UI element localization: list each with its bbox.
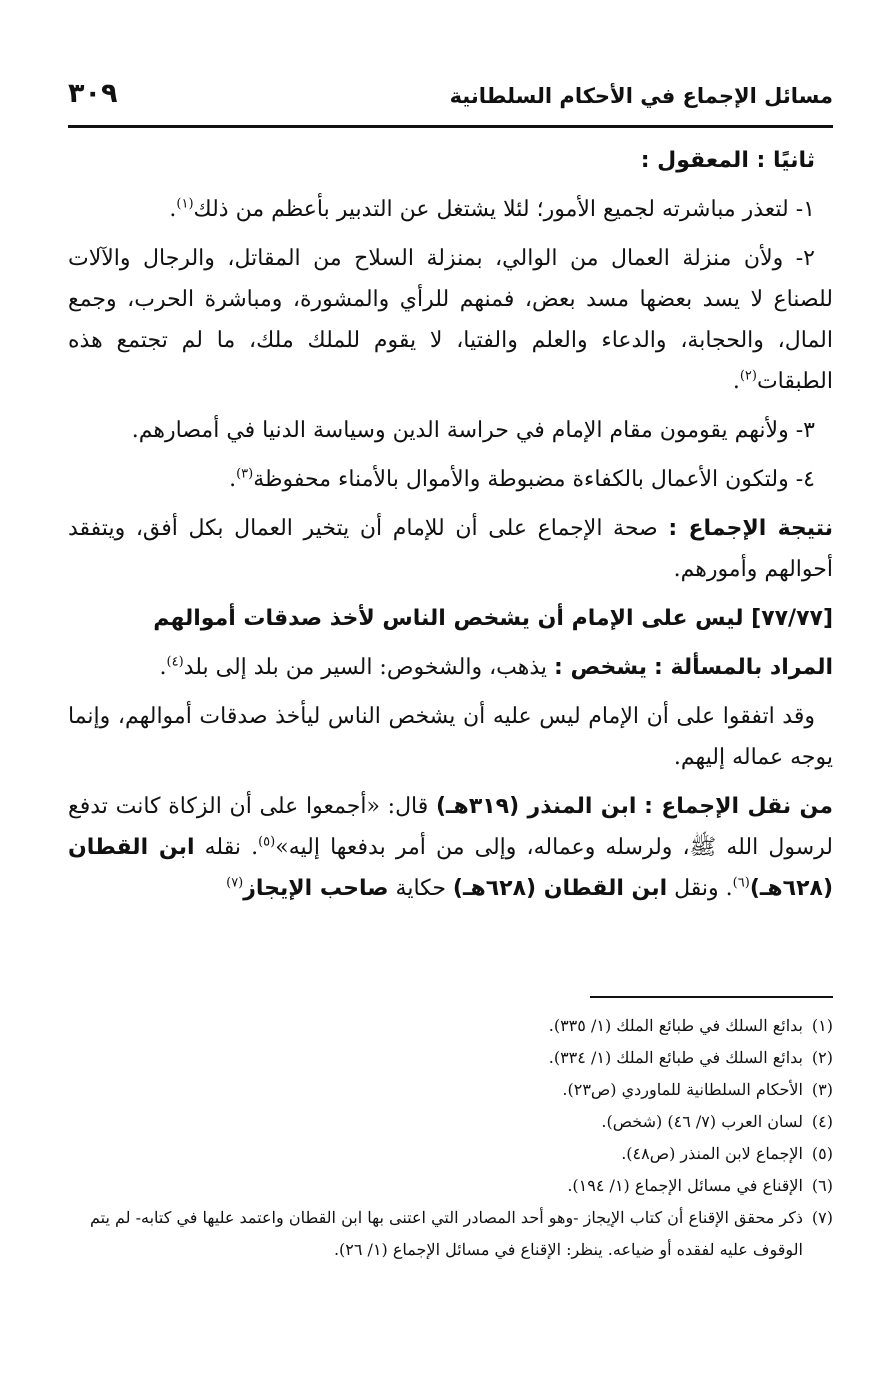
- footnotes: [68, 1010, 833, 1266]
- main-text: [68, 140, 833, 917]
- footnote-item: (٣)الأحكام السلطانية للماوردي (ص٢٣).: [562, 1080, 833, 1099]
- issue-heading: [٧٧/٧٧] ليس على الإمام أن يشخص الناس لأخذ صدقات أموالهم: [153, 606, 833, 631]
- paragraph-1: ١- لتعذر مباشرته لجميع الأمور؛ لئلا يشتغل عن التدبير بأعظم من ذلك$^{(١)}$.: [169, 196, 815, 222]
- footnote-ref: (٢): [739, 368, 757, 384]
- paragraph-4: ٤- ولتكون الأعمال بالكفاءة مضبوطة والأموال بالأمناء محفوظة$^{(٣)}$.: [229, 466, 815, 492]
- footnote-ref: (٤): [166, 654, 184, 670]
- paragraph-2: ٢- ولأن منزلة العمال من الوالي، بمنزلة السلاح من المقاتل، والرجال والآلات للصناع لا يسد بعضها مسد بعض، فمنهم للرأي والمشورة، ومباشرة الحرب، وجمع المال، والحجابة، والدعاء والعلم والفتيا، لا يقوم للملك ملك، ما لم تجتمع هذه الطبقات$^{(٢)}$.: [68, 246, 833, 394]
- footnote-item: (١)بدائع السلك في طبائع الملك (١/ ٣٣٥).: [548, 1016, 833, 1035]
- footnote-ref: (٣): [236, 466, 254, 482]
- footnote-item: (٤)لسان العرب (٧/ ٤٦) (شخص).: [601, 1112, 833, 1131]
- footnote-item: (٢)بدائع السلك في طبائع الملك (١/ ٣٣٤).: [548, 1048, 833, 1067]
- result-paragraph: نتيجة الإجماع : صحة الإجماع على أن للإمام أن يتخير العمال بكل أفق، ويتفقد أحوالهم وأمورهم.: [68, 516, 834, 582]
- running-header: [68, 78, 833, 128]
- transmission-paragraph: من نقل الإجماع : ابن المنذر (٣١٩هـ) قال: «أجمعوا على أن الزكاة كانت تدفع لرسول الله ﷺ، ولرسله وعماله، وإلى من أمر بدفعها إليه»$^{(٥)}$. نقله ابن القطان (٦٢٨هـ)$^{(٦)}$. ونقل ابن القطان (٦٢٨هـ) حكاية صاحب الإيجاز$^{(٧)}$: [68, 794, 833, 901]
- footnote-separator: [590, 996, 833, 998]
- header-rule: [68, 125, 833, 128]
- paragraph-3: ٣- ولأنهم يقومون مقام الإمام في حراسة الدين وسياسة الدنيا في أمصارهم.: [131, 418, 815, 443]
- section-heading: ثانيًا : المعقول :: [640, 148, 815, 173]
- result-label: نتيجة الإجماع :: [668, 516, 834, 541]
- meaning-paragraph: المراد بالمسألة : يشخص : يذهب، والشخوص: السير من بلد إلى بلد$^{(٤)}$.: [159, 654, 833, 680]
- header-title: مسائل الإجماع في الأحكام السلطانية: [449, 84, 833, 108]
- footnote-item: (٦)الإقناع في مسائل الإجماع (١/ ١٩٤).: [567, 1176, 833, 1195]
- footnote-item: (٧)ذكر محقق الإقناع أن كتاب الإيجاز -وهو أحد المصادر التي اعتنى بها ابن القطان واعتمد عليها في كتابه- لم يتم الوقوف عليه لفقده أو ضياعه. ينظر: الإقناع في مسائل الإجماع (١/ ٢٦).: [89, 1208, 833, 1259]
- footnote-ref: (٥): [258, 834, 276, 850]
- agreement-paragraph: وقد اتفقوا على أن الإمام ليس عليه أن يشخص الناس ليأخذ صدقات أموالهم، وإنما يوجه عماله إليهم.: [68, 704, 833, 770]
- footnote-ref: (١): [176, 196, 194, 212]
- footnote-item: (٥)الإجماع لابن المنذر (ص٤٨).: [621, 1144, 833, 1163]
- page-number: ٣٠٩: [68, 78, 118, 109]
- footnote-ref: (٦): [732, 875, 750, 891]
- footnote-ref: (٧): [226, 875, 244, 891]
